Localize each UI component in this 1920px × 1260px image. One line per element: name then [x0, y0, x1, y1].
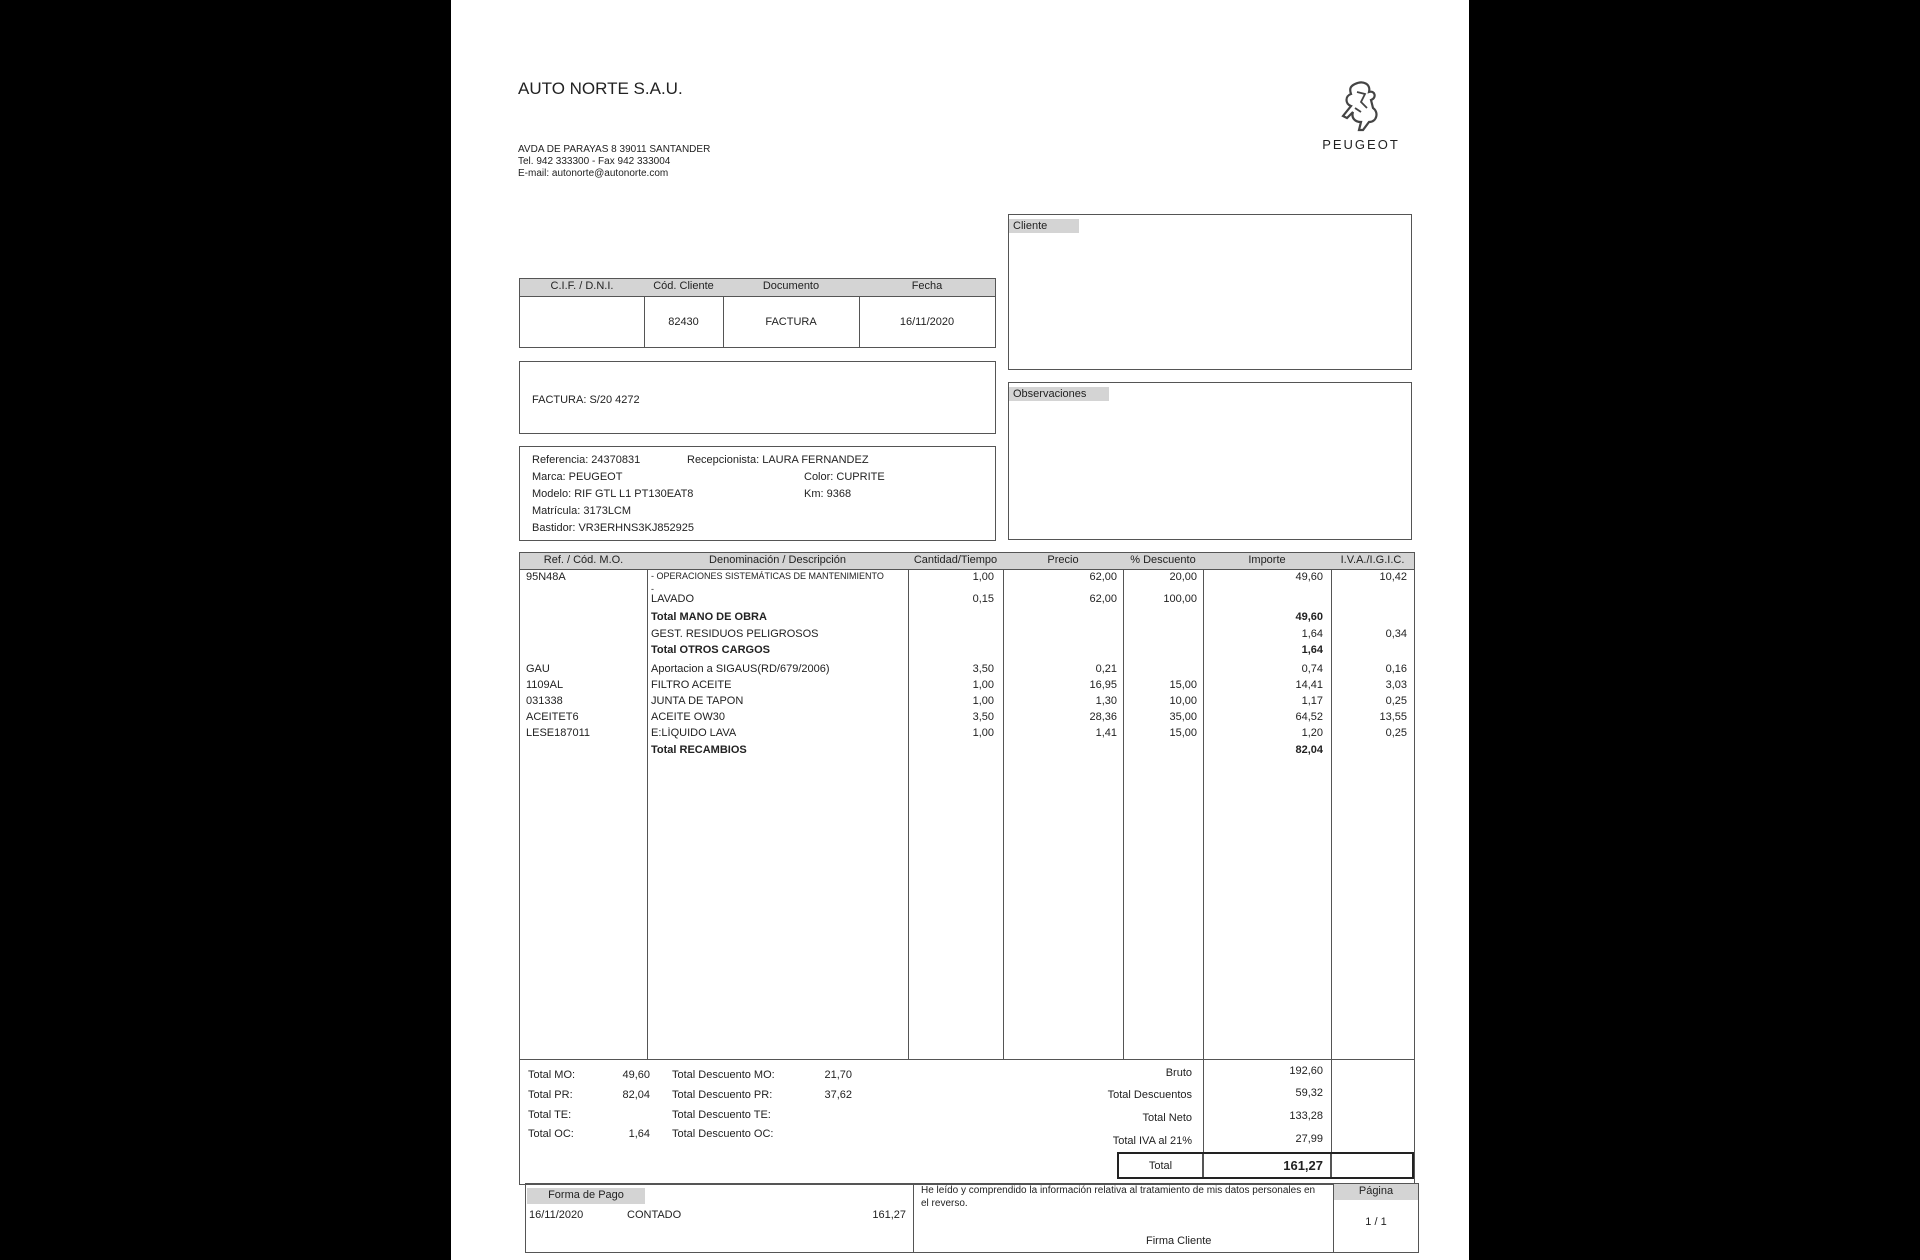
- cell-qty: 3,50: [972, 663, 994, 675]
- cell-desc: FILTRO ACEITE: [651, 679, 732, 691]
- cell-iva: 0,25: [1385, 695, 1407, 707]
- total-label: Total PR:: [528, 1089, 573, 1101]
- discount-value: 21,70: [824, 1069, 852, 1081]
- discount-label: Total Descuento MO:: [672, 1069, 775, 1081]
- divider: [520, 296, 995, 297]
- cell-desc: Total OTROS CARGOS: [651, 644, 770, 656]
- cell-disc: 100,00: [1163, 593, 1197, 605]
- cell-iva: 13,55: [1379, 711, 1407, 723]
- payment-method: CONTADO: [627, 1209, 682, 1221]
- company-address: AVDA DE PARAYAS 8 39011 SANTANDER: [518, 144, 711, 155]
- header-documento: Documento: [723, 279, 859, 296]
- cell-price: 62,00: [1089, 571, 1117, 583]
- summary-label: Bruto: [1165, 1067, 1192, 1079]
- cell-price: 28,36: [1089, 711, 1117, 723]
- vehicle-marca: Marca: PEUGEOT: [532, 471, 623, 483]
- discount-value: 37,62: [824, 1089, 852, 1101]
- cell-desc: - OPERACIONES SISTEMÁTICAS DE MANTENIMIENTO: [651, 571, 884, 581]
- cell-desc: E:LÍQUIDO LAVA: [651, 727, 737, 739]
- pagina-value: 1 / 1: [1365, 1216, 1387, 1228]
- cell-iva: 0,16: [1385, 663, 1407, 675]
- total-value: 49,60: [622, 1069, 650, 1081]
- summary-label: Total Neto: [1142, 1112, 1192, 1124]
- cell-desc: Total RECAMBIOS: [651, 744, 747, 756]
- cell-price: 62,00: [1089, 593, 1117, 605]
- brand-logo: [1311, 78, 1411, 152]
- cell-qty: 0,15: [972, 593, 994, 605]
- company-name: AUTO NORTE S.A.U.: [518, 79, 683, 98]
- col-header-ref: Ref. / Cód. M.O.: [520, 553, 647, 569]
- cell-price: 1,30: [1095, 695, 1117, 707]
- divider: [1331, 553, 1332, 1059]
- value-fecha: 16/11/2020: [899, 316, 955, 328]
- header-cif: C.I.F. / D.N.I.: [520, 279, 644, 296]
- total-label: Total MO:: [528, 1069, 576, 1081]
- cell-iva: 10,42: [1379, 571, 1407, 583]
- total-value: 1,64: [628, 1128, 650, 1140]
- cell-desc: -: [651, 584, 654, 594]
- payment-label: Forma de Pago: [527, 1188, 645, 1204]
- grand-total-label: Total: [1148, 1160, 1173, 1172]
- invoice-page: [451, 0, 1469, 1260]
- divider: [520, 569, 1414, 570]
- cell-disc: 35,00: [1169, 711, 1197, 723]
- cell-ref: LESE187011: [526, 727, 591, 739]
- divider: [913, 1184, 914, 1252]
- discount-label: Total Descuento PR:: [672, 1089, 773, 1101]
- cell-ref: 95N48A: [526, 571, 566, 583]
- vehicle-referencia: Referencia: 24370831: [532, 454, 641, 466]
- value-cod-cliente: 82430: [668, 316, 699, 328]
- grand-total-value: 161,27: [1283, 1158, 1323, 1173]
- cell-amount: 49,60: [1295, 611, 1323, 623]
- brand-name: PEUGEOT: [1322, 137, 1400, 152]
- document-header-table: [519, 278, 996, 348]
- pagina-label: Página: [1334, 1184, 1418, 1200]
- line-items-table: [519, 552, 1415, 1060]
- company-email: E-mail: autonorte@autonorte.com: [518, 168, 669, 179]
- cell-ref: 031338: [526, 695, 563, 707]
- vehicle-matricula: Matrícula: 3173LCM: [532, 505, 632, 517]
- cell-desc: Total MANO DE OBRA: [651, 611, 767, 623]
- payment-amount: 161,27: [872, 1209, 906, 1221]
- total-label: Total OC:: [528, 1128, 574, 1140]
- summary-value: 133,28: [1289, 1110, 1323, 1122]
- lion-logo-icon: [1333, 78, 1389, 134]
- cell-amount: 1,64: [1301, 644, 1323, 656]
- cell-disc: 15,00: [1169, 679, 1197, 691]
- divider: [1203, 553, 1204, 1059]
- vehicle-bastidor: Bastidor: VR3ERHNS3KJ852925: [532, 522, 695, 534]
- payment-date: 16/11/2020: [529, 1209, 584, 1221]
- cell-amount: 1,64: [1301, 628, 1323, 640]
- divider: [908, 553, 909, 1059]
- cell-qty: 1,00: [972, 695, 994, 707]
- factura-number: FACTURA: S/20 4272: [532, 394, 640, 406]
- cell-price: 1,41: [1095, 727, 1117, 739]
- summary-value: 27,99: [1295, 1133, 1323, 1145]
- privacy-text: He leído y comprendido la información relativa al tratamiento de mis datos personales en el reverso.: [921, 1185, 1316, 1209]
- cell-disc: 20,00: [1169, 571, 1197, 583]
- firma-cliente: Firma Cliente: [1146, 1235, 1212, 1247]
- header-cod-cliente: Cód. Cliente: [644, 279, 723, 296]
- cell-amount: 1,17: [1301, 695, 1323, 707]
- cell-amount: 1,20: [1301, 727, 1323, 739]
- cell-desc: ACEITE OW30: [651, 711, 725, 723]
- divider: [1003, 553, 1004, 1059]
- cell-ref: ACEITET6: [526, 711, 579, 723]
- cell-desc: GEST. RESIDUOS PELIGROSOS: [651, 628, 819, 640]
- discount-label: Total Descuento OC:: [672, 1128, 774, 1140]
- cell-iva: 0,34: [1385, 628, 1407, 640]
- divider: [1330, 1154, 1331, 1177]
- col-header-disc: % Descuento: [1123, 553, 1203, 569]
- observaciones-label: Observaciones: [1009, 387, 1109, 401]
- cell-qty: 1,00: [972, 571, 994, 583]
- totals-section: [519, 1057, 1415, 1185]
- col-header-qty: Cantidad/Tiempo: [908, 553, 1003, 569]
- vehicle-km: Km: 9368: [804, 488, 852, 500]
- factura-box: [519, 361, 996, 434]
- cell-price: 0,21: [1095, 663, 1117, 675]
- cell-amount: 82,04: [1295, 744, 1323, 756]
- cell-qty: 1,00: [972, 679, 994, 691]
- summary-value: 59,32: [1295, 1087, 1323, 1099]
- observaciones-box: [1008, 382, 1412, 540]
- company-phone: Tel. 942 333300 - Fax 942 333004: [518, 156, 671, 167]
- cell-iva: 3,03: [1385, 679, 1407, 691]
- cell-amount: 49,60: [1295, 571, 1323, 583]
- divider: [1123, 553, 1124, 1059]
- cell-desc: JUNTA DE TAPON: [651, 695, 744, 707]
- cell-disc: 15,00: [1169, 727, 1197, 739]
- footer-box: [525, 1183, 1419, 1253]
- cell-ref: GAU: [526, 663, 550, 675]
- cell-amount: 0,74: [1301, 663, 1323, 675]
- company-contact: [518, 144, 710, 180]
- discount-label: Total Descuento TE:: [672, 1109, 771, 1121]
- cell-qty: 1,00: [972, 727, 994, 739]
- cell-desc: Aportacion a SIGAUS(RD/679/2006): [651, 663, 830, 675]
- divider: [647, 553, 648, 1059]
- summary-label: Total IVA al 21%: [1112, 1135, 1192, 1147]
- vehicle-modelo: Modelo: RIF GTL L1 PT130EAT8: [532, 488, 694, 500]
- grand-total-box: [1117, 1152, 1414, 1179]
- total-label: Total TE:: [528, 1109, 572, 1121]
- cell-price: 16,95: [1089, 679, 1117, 691]
- cell-desc: LAVADO: [651, 593, 694, 605]
- header-fecha: Fecha: [859, 279, 995, 296]
- cliente-label: Cliente: [1009, 219, 1079, 233]
- cell-qty: 3,50: [972, 711, 994, 723]
- cell-ref: 1109AL: [526, 679, 564, 691]
- cell-disc: 10,00: [1169, 695, 1197, 707]
- total-value: 82,04: [622, 1089, 650, 1101]
- summary-value: 192,60: [1289, 1065, 1323, 1077]
- col-header-amount: Importe: [1203, 553, 1331, 569]
- col-header-price: Precio: [1003, 553, 1123, 569]
- col-header-iva: I.V.A./I.G.I.C.: [1331, 553, 1414, 569]
- cell-amount: 14,41: [1295, 679, 1323, 691]
- vehicle-color: Color: CUPRITE: [804, 471, 885, 483]
- vehicle-recepcionista: Recepcionista: LAURA FERNANDEZ: [687, 454, 869, 466]
- cell-amount: 64,52: [1295, 711, 1323, 723]
- vehicle-box: [519, 446, 996, 541]
- cliente-box: [1008, 214, 1412, 370]
- col-header-desc: Denominación / Descripción: [647, 553, 908, 569]
- cell-iva: 0,25: [1385, 727, 1407, 739]
- value-documento: FACTURA: [765, 316, 817, 328]
- summary-label: Total Descuentos: [1107, 1089, 1192, 1101]
